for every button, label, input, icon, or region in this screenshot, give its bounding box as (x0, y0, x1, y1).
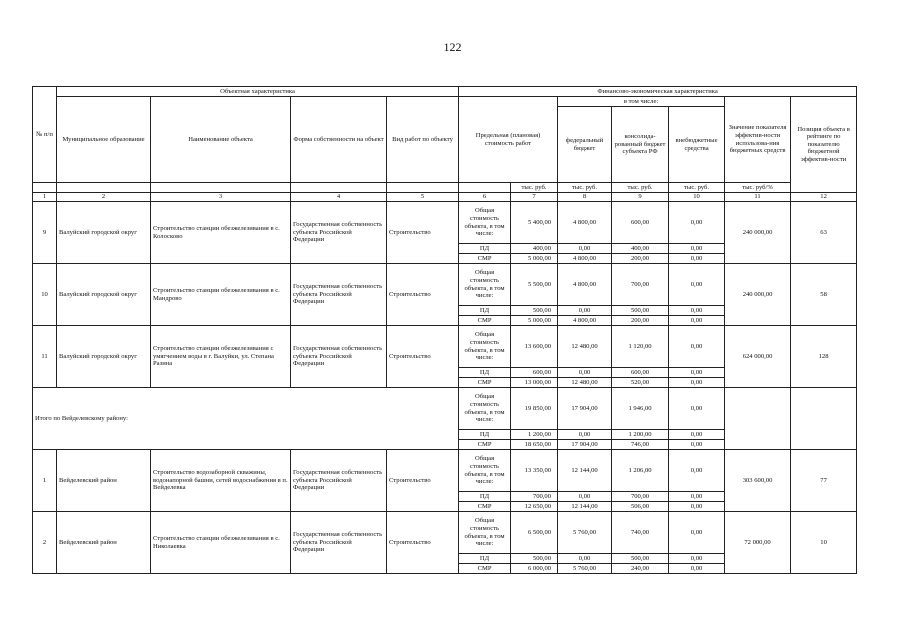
federal-cell: 5 760,00 (558, 564, 612, 574)
ownership-cell: Государственная собственность субъекта Российской Федерации (291, 450, 387, 512)
federal-cell: 0,00 (558, 492, 612, 502)
consolidated-cell: 700,00 (612, 264, 669, 306)
cost-type-cell: Общая стоимость объекта, в том числе: (459, 326, 511, 368)
object-name-cell: Строительство станции обезжелезивания в с. Мандрово (151, 264, 291, 326)
cost-type-cell: Общая стоимость объекта, в том числе: (459, 388, 511, 430)
cost-type-cell: ПД (459, 368, 511, 378)
rank-header: Позиция объекта в рейтинге по показателю бюджетной эффектив-ности (791, 97, 857, 193)
rank-cell: 128 (791, 326, 857, 388)
col-no-header: № п/п (33, 87, 57, 183)
indicator-cell: 624 000,00 (725, 326, 791, 388)
column-number: 3 (151, 193, 291, 202)
table-row (33, 264, 857, 306)
federal-cell: 0,00 (558, 244, 612, 254)
cost-type-cell: Общая стоимость объекта, в том числе: (459, 450, 511, 492)
federal-cell: 12 480,00 (558, 378, 612, 388)
cost-type-cell: СМР (459, 564, 511, 574)
object-name-cell: Строительство станции обезжелезивания в с. Николаевка (151, 512, 291, 574)
nonbudget-header: внебюджетные средства (669, 107, 725, 183)
nonbudget-cell: 0,00 (669, 388, 725, 430)
consolidated-cell: 200,00 (612, 254, 669, 264)
row-number: 1 (33, 450, 57, 512)
indicator-header: Значение показателя эффектив-ности использова-ния бюджетных средств (725, 97, 791, 183)
consolidated-cell: 746,00 (612, 440, 669, 450)
work-type-cell: Строительство (387, 512, 459, 574)
ownership-cell: Государственная собственность субъекта Российской Федерации (291, 512, 387, 574)
work-type-cell: Строительство (387, 202, 459, 264)
unit-label: тыс. руб. (612, 183, 669, 193)
indicator-cell: 72 000,00 (725, 512, 791, 574)
unit-label: тыс. руб. (558, 183, 612, 193)
cost-cell: 12 650,00 (511, 502, 558, 512)
cost-cell: 5 000,00 (511, 316, 558, 326)
table-row (33, 450, 857, 492)
federal-cell: 0,00 (558, 306, 612, 316)
unit-label: тыс. руб. (669, 183, 725, 193)
consolidated-cell: 520,00 (612, 378, 669, 388)
rank-cell: 10 (791, 512, 857, 574)
ownership-cell: Государственная собственность субъекта Российской Федерации (291, 326, 387, 388)
object-name-cell: Строительство станции обезжелезивания в с. Колосково (151, 202, 291, 264)
cost-type-cell: Общая стоимость объекта, в том числе: (459, 202, 511, 244)
consolidated-header: консолида-рованный бюджет субъекта РФ (612, 107, 669, 183)
ownership-header: Форма собственности на объект (291, 97, 387, 183)
row-number: 2 (33, 512, 57, 574)
ownership-cell: Государственная собственность субъекта Российской Федерации (291, 264, 387, 326)
cost-cell: 13 350,00 (511, 450, 558, 492)
nonbudget-cell: 0,00 (669, 368, 725, 378)
column-number: 4 (291, 193, 387, 202)
nonbudget-cell: 0,00 (669, 202, 725, 244)
consolidated-cell: 1 120,00 (612, 326, 669, 368)
max-cost-header: Предельная (плановая) стоимость работ (459, 97, 558, 183)
consolidated-cell: 200,00 (612, 316, 669, 326)
cost-cell: 600,00 (511, 368, 558, 378)
municipality-header: Муниципальное образование (57, 97, 151, 183)
cost-cell: 5 500,00 (511, 264, 558, 306)
federal-cell: 5 760,00 (558, 512, 612, 554)
financial-characteristics-header: Финансово-экономическая характеристика (459, 87, 857, 97)
cost-cell: 19 850,00 (511, 388, 558, 430)
column-number: 6 (459, 193, 511, 202)
indicator-cell: 303 600,00 (725, 450, 791, 512)
cost-type-cell: СМР (459, 254, 511, 264)
federal-cell: 4 800,00 (558, 264, 612, 306)
cost-cell: 1 200,00 (511, 430, 558, 440)
municipality-cell: Вейделевский район (57, 512, 151, 574)
table-row (33, 202, 857, 244)
total-row (33, 388, 857, 430)
consolidated-cell: 500,00 (612, 554, 669, 564)
consolidated-cell: 500,00 (612, 306, 669, 316)
cost-cell: 13 000,00 (511, 378, 558, 388)
column-number: 2 (57, 193, 151, 202)
municipality-cell: Вейделевский район (57, 450, 151, 512)
federal-cell: 12 144,00 (558, 502, 612, 512)
federal-cell: 4 800,00 (558, 254, 612, 264)
consolidated-cell: 700,00 (612, 492, 669, 502)
rank-cell: 63 (791, 202, 857, 264)
budget-table (32, 86, 857, 574)
object-name-header: Наименование объекта (151, 97, 291, 183)
federal-cell: 12 144,00 (558, 450, 612, 492)
federal-cell: 0,00 (558, 368, 612, 378)
column-number: 11 (725, 193, 791, 202)
page-number: 122 (443, 40, 462, 54)
unit-label: тыс. руб. (511, 183, 558, 193)
nonbudget-cell: 0,00 (669, 450, 725, 492)
cost-type-cell: Общая стоимость объекта, в том числе: (459, 264, 511, 306)
federal-cell: 4 800,00 (558, 316, 612, 326)
consolidated-cell: 506,00 (612, 502, 669, 512)
ownership-cell: Государственная собственность субъекта Российской Федерации (291, 202, 387, 264)
nonbudget-cell: 0,00 (669, 554, 725, 564)
work-type-header: Вид работ по объекту (387, 97, 459, 183)
cost-type-cell: СМР (459, 440, 511, 450)
column-number: 9 (612, 193, 669, 202)
cost-type-cell: СМР (459, 378, 511, 388)
work-type-cell: Строительство (387, 326, 459, 388)
nonbudget-cell: 0,00 (669, 326, 725, 368)
consolidated-cell: 1 946,00 (612, 388, 669, 430)
consolidated-cell: 1 200,00 (612, 430, 669, 440)
municipality-cell: Валуйский городской округ (57, 326, 151, 388)
consolidated-cell: 600,00 (612, 202, 669, 244)
municipality-cell: Валуйский городской округ (57, 264, 151, 326)
object-name-cell: Строительство водозаборной скважины, водонапорной башни, сетей водоснабжения в п. Вейделевка (151, 450, 291, 512)
nonbudget-cell: 0,00 (669, 306, 725, 316)
rank-cell: 58 (791, 264, 857, 326)
nonbudget-cell: 0,00 (669, 264, 725, 306)
consolidated-cell: 740,00 (612, 512, 669, 554)
nonbudget-cell: 0,00 (669, 316, 725, 326)
cost-cell: 6 500,00 (511, 512, 558, 554)
table-row (33, 326, 857, 368)
nonbudget-cell: 0,00 (669, 564, 725, 574)
cost-cell: 500,00 (511, 554, 558, 564)
column-number: 5 (387, 193, 459, 202)
indicator-cell: 240 000,00 (725, 202, 791, 264)
federal-cell: 12 480,00 (558, 326, 612, 368)
column-number: 12 (791, 193, 857, 202)
table-row (33, 512, 857, 554)
municipality-cell: Валуйский городской округ (57, 202, 151, 264)
column-number: 8 (558, 193, 612, 202)
cost-type-cell: ПД (459, 430, 511, 440)
federal-header: федеральный бюджет (558, 107, 612, 183)
row-number: 9 (33, 202, 57, 264)
cost-type-cell: СМР (459, 316, 511, 326)
cost-type-cell: ПД (459, 244, 511, 254)
cost-cell: 5 400,00 (511, 202, 558, 244)
total-label: Итого по Вейделевскому району: (33, 388, 459, 450)
consolidated-cell: 400,00 (612, 244, 669, 254)
cost-cell: 6 000,00 (511, 564, 558, 574)
nonbudget-cell: 0,00 (669, 502, 725, 512)
federal-cell: 17 904,00 (558, 388, 612, 430)
cost-type-cell: ПД (459, 554, 511, 564)
consolidated-cell: 600,00 (612, 368, 669, 378)
federal-cell: 0,00 (558, 430, 612, 440)
row-number: 10 (33, 264, 57, 326)
nonbudget-cell: 0,00 (669, 492, 725, 502)
column-number: 1 (33, 193, 57, 202)
cost-cell: 400,00 (511, 244, 558, 254)
cost-cell: 18 650,00 (511, 440, 558, 450)
cost-cell: 13 600,00 (511, 326, 558, 368)
nonbudget-cell: 0,00 (669, 244, 725, 254)
column-number: 7 (511, 193, 558, 202)
cost-cell: 500,00 (511, 306, 558, 316)
work-type-cell: Строительство (387, 264, 459, 326)
federal-cell: 17 904,00 (558, 440, 612, 450)
column-number: 10 (669, 193, 725, 202)
cost-type-cell: Общая стоимость объекта, в том числе: (459, 512, 511, 554)
work-type-cell: Строительство (387, 450, 459, 512)
object-name-cell: Строительство станции обезжелезивания с умягчением воды в г. Валуйки, ул. Степана Разина (151, 326, 291, 388)
nonbudget-cell: 0,00 (669, 440, 725, 450)
in-that-number-header: в том числе: (558, 97, 725, 107)
nonbudget-cell: 0,00 (669, 378, 725, 388)
consolidated-cell: 240,00 (612, 564, 669, 574)
nonbudget-cell: 0,00 (669, 430, 725, 440)
cost-cell: 5 000,00 (511, 254, 558, 264)
nonbudget-cell: 0,00 (669, 512, 725, 554)
cost-type-cell: ПД (459, 492, 511, 502)
rank-cell: 77 (791, 450, 857, 512)
federal-cell: 4 800,00 (558, 202, 612, 244)
federal-cell: 0,00 (558, 554, 612, 564)
consolidated-cell: 1 206,00 (612, 450, 669, 492)
object-characteristics-header: Объектная характеристика (57, 87, 459, 97)
cost-type-cell: СМР (459, 502, 511, 512)
cost-cell: 700,00 (511, 492, 558, 502)
cost-type-cell: ПД (459, 306, 511, 316)
indicator-cell: 240 000,00 (725, 264, 791, 326)
nonbudget-cell: 0,00 (669, 254, 725, 264)
unit-label: тыс. руб/% (725, 183, 791, 193)
row-number: 11 (33, 326, 57, 388)
